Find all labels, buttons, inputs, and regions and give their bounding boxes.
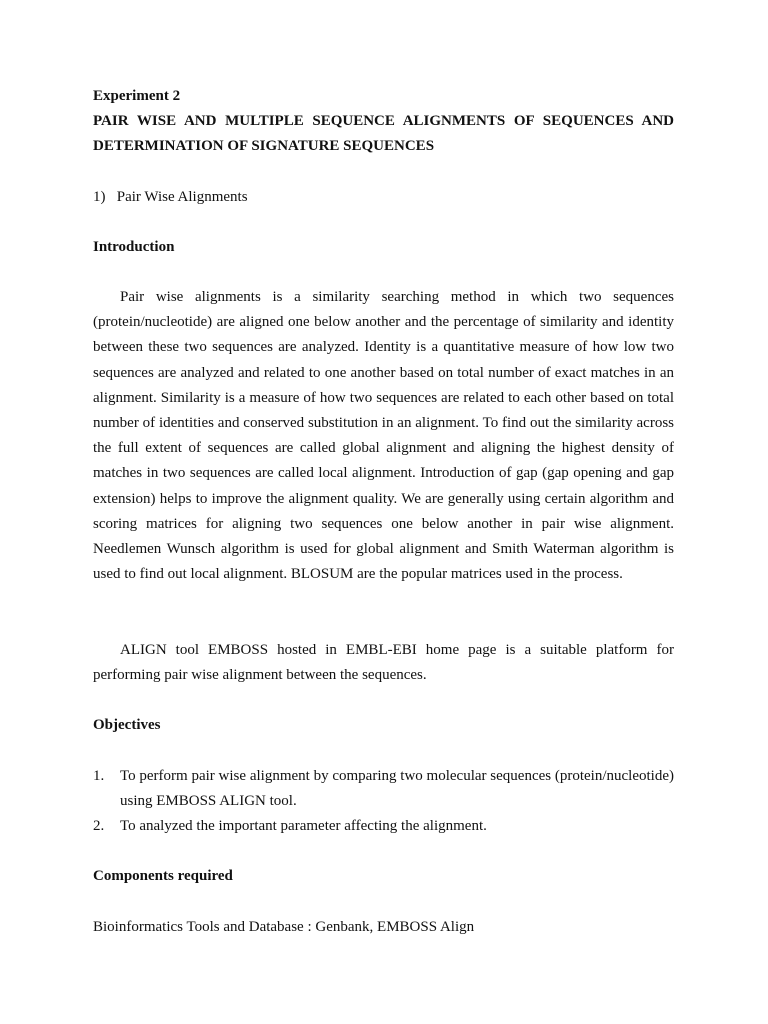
introduction-paragraph-2: ALIGN tool EMBOSS hosted in EMBL-EBI home page is a suitable platform for performing pair wise alignment between the sequences.: [93, 642, 674, 684]
objective-text: To analyzed the important parameter affecting the alignment.: [120, 818, 487, 834]
introduction-paragraph-1: Pair wise alignments is a similarity searching method in which two sequences (protein/nucleotide) are aligned one below another and the percentage of similarity and identity between these two sequences are analyzed. Identity is a quantitative measure of how low two sequences are analyzed and related to one another based on total number of exact matches in an alignment. Similarity is a measure of how two sequences are related to each other based on total number of identities and conserved substitution in an alignment. To find out the similarity across the full extent of sequences are called global alignment and aligning the highest density of matches in two sequences are called local alignment. Introduction of gap (gap opening and gap extension) helps to improve the alignment quality. We are generally using certain algorithm and scoring matrices for aligning two sequences one below another in pair wise alignment. Needlemen Wunsch algorithm is used for global alignment and Smith Waterman algorithm is used to find out local alignment. BLOSUM are the popular matrices used in the process.: [93, 289, 674, 583]
section-heading: 1) Pair Wise Alignments: [93, 189, 248, 205]
components-heading: Components required: [93, 868, 233, 884]
objective-text: To perform pair wise alignment by comparing two molecular sequences (protein/nucleotide) using EMBOSS ALIGN tool.: [120, 768, 674, 809]
introduction-heading: Introduction: [93, 239, 175, 255]
components-text: Bioinformatics Tools and Database : Genbank, EMBOSS Align: [93, 919, 475, 935]
objective-number: 2.: [93, 818, 105, 834]
objectives-heading: Objectives: [93, 717, 161, 733]
objective-number: 1.: [93, 768, 105, 784]
document-title: PAIR WISE AND MULTIPLE SEQUENCE ALIGNMENTS OF SEQUENCES AND DETERMINATION OF SIGNATURE SEQUENCES: [93, 113, 674, 154]
objective-item-2: [93, 814, 674, 839]
experiment-label: Experiment 2: [93, 88, 181, 104]
objective-item-1: [93, 764, 674, 814]
